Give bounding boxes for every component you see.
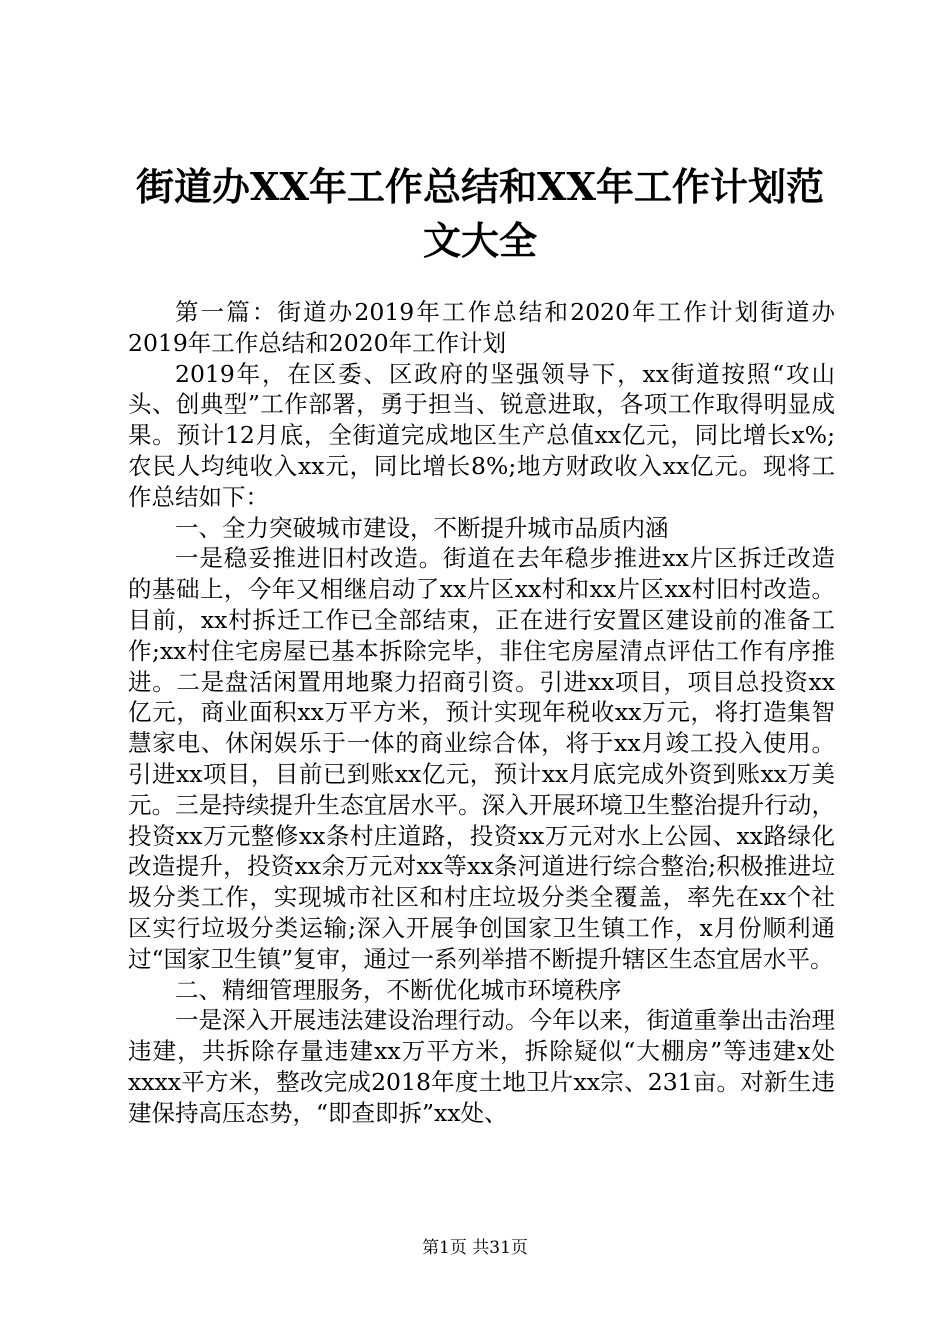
body-paragraph: 2019年，在区委、区政府的坚强领导下，xx街道按照“攻山头、创典型”工作部署，勇于担当、锐意进取，各项工作取得明显成果。预计12月底，全街道完成地区生产总值xx亿元，同比增长x%;农民人均纯收入xx元，同比增长8%;地方财政收入xx亿元。现将工作总结如下： xyxy=(128,359,835,511)
body-paragraph: 一是稳妥推进旧村改造。街道在去年稳步推进xx片区拆迁改造的基础上，今年又相继启动了xx片区xx村和xx片区xx村旧村改造。目前，xx村拆迁工作已全部结束，正在进行安置区建设前的准备工作;xx村住宅房屋已基本拆除完毕，非住宅房屋清点评估工作有序推进。二是盘活闲置用地聚力招商引资。引进xx项目，项目总投资xx亿元，商业面积xx万平方米，预计实现年税收xx万元，将打造集智慧家电、休闲娱乐于一体的商业综合体，将于xx月竣工投入使用。引进xx项目，目前已到账xx亿元，预计xx月底完成外资到账xx万美元。三是持续提升生态宜居水平。深入开展环境卫生整治提升行动，投资xx万元整修xx条村庄道路，投资xx万元对水上公园、xx路绿化改造提升，投资xx余万元对xx等xx条河道进行综合整治;积极推进垃圾分类工作，实现城市社区和村庄垃圾分类全覆盖，率先在xx个社区实行垃圾分类运输;深入开展争创国家卫生镇工作，x月份顺利通过“国家卫生镇”复审，通过一系列举措不断提升辖区生态宜居水平。 xyxy=(128,544,835,973)
body-paragraph: 一是深入开展违法建设治理行动。今年以来，街道重拳出击治理违建，共拆除存量违建xx万平方米，拆除疑似“大棚房”等违建x处xxxx平方米，整改完成2018年度土地卫片xx宗、231亩。对新生违建保持高压态势，“即查即拆”xx处、 xyxy=(128,1006,835,1127)
page-footer: 第1页 共31页 xyxy=(422,1238,528,1258)
section-heading: 一、全力突破城市建设，不断提升城市品质内涵 xyxy=(175,513,669,542)
section-heading: 二、精细管理服务，不断优化城市环境秩序 xyxy=(175,975,622,1004)
body-paragraph: 第一篇：街道办2019年工作总结和2020年工作计划街道办2019年工作总结和2020年工作计划 xyxy=(128,298,835,357)
document-title: 街道办XX年工作总结和XX年工作计划范文大全 xyxy=(136,164,824,263)
document-body xyxy=(128,297,835,1129)
